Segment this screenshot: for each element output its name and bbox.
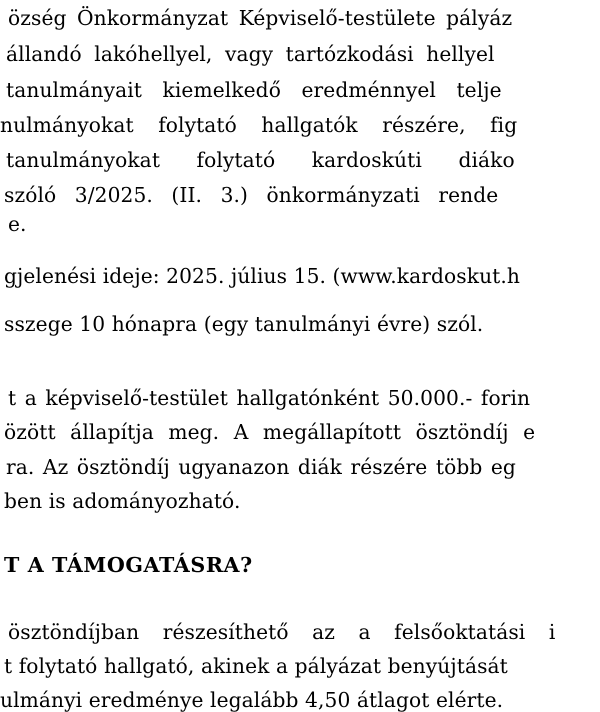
publication-date-line: gjelenési ideje: 2025. július 15. (www.kardoskut.h bbox=[4, 264, 521, 288]
paragraph-2-line-4: ben is adományozható. bbox=[4, 489, 241, 513]
paragraph-1-line-2: állandó lakóhellyel, vagy tartózkodási hellyel bbox=[6, 42, 495, 66]
section-heading: T A TÁMOGATÁSRA? bbox=[4, 553, 253, 577]
amount-line: sszege 10 hónapra (egy tanulmányi évre) szól. bbox=[4, 312, 484, 336]
paragraph-1-line-4: nulmányokat folytató hallgatók részére, fig bbox=[0, 113, 518, 137]
paragraph-3-line-2: t folytató hallgató, akinek a pályázat benyújtását bbox=[4, 654, 508, 678]
paragraph-2-line-3: ra. Az ösztöndíj ugyanazon diák részére több eg bbox=[6, 455, 516, 479]
paragraph-3-line-3: ulmányi eredménye legalább 4,50 átlagot elérte. bbox=[0, 688, 504, 712]
paragraph-2-line-1: t a képviselő-testület hallgatónként 50.000.- forin bbox=[8, 386, 531, 410]
paragraph-1-line-7: e. bbox=[8, 212, 27, 236]
paragraph-1-line-3: tanulmányait kiemelkedő eredménnyel telje bbox=[6, 78, 502, 102]
paragraph-3-line-1: ösztöndíjban részesíthető az a felsőoktatási i bbox=[8, 620, 556, 644]
paragraph-2-line-2: özött állapítja meg. A megállapított ösztöndíj e bbox=[4, 420, 536, 444]
paragraph-1-line-5: tanulmányokat folytató kardoskúti diáko bbox=[6, 148, 515, 172]
paragraph-1-line-1: özség Önkormányzat Képviselő-testülete pályáz bbox=[8, 6, 513, 30]
paragraph-1-line-6: szóló 3/2025. (II. 3.) önkormányzati rende bbox=[4, 183, 499, 207]
